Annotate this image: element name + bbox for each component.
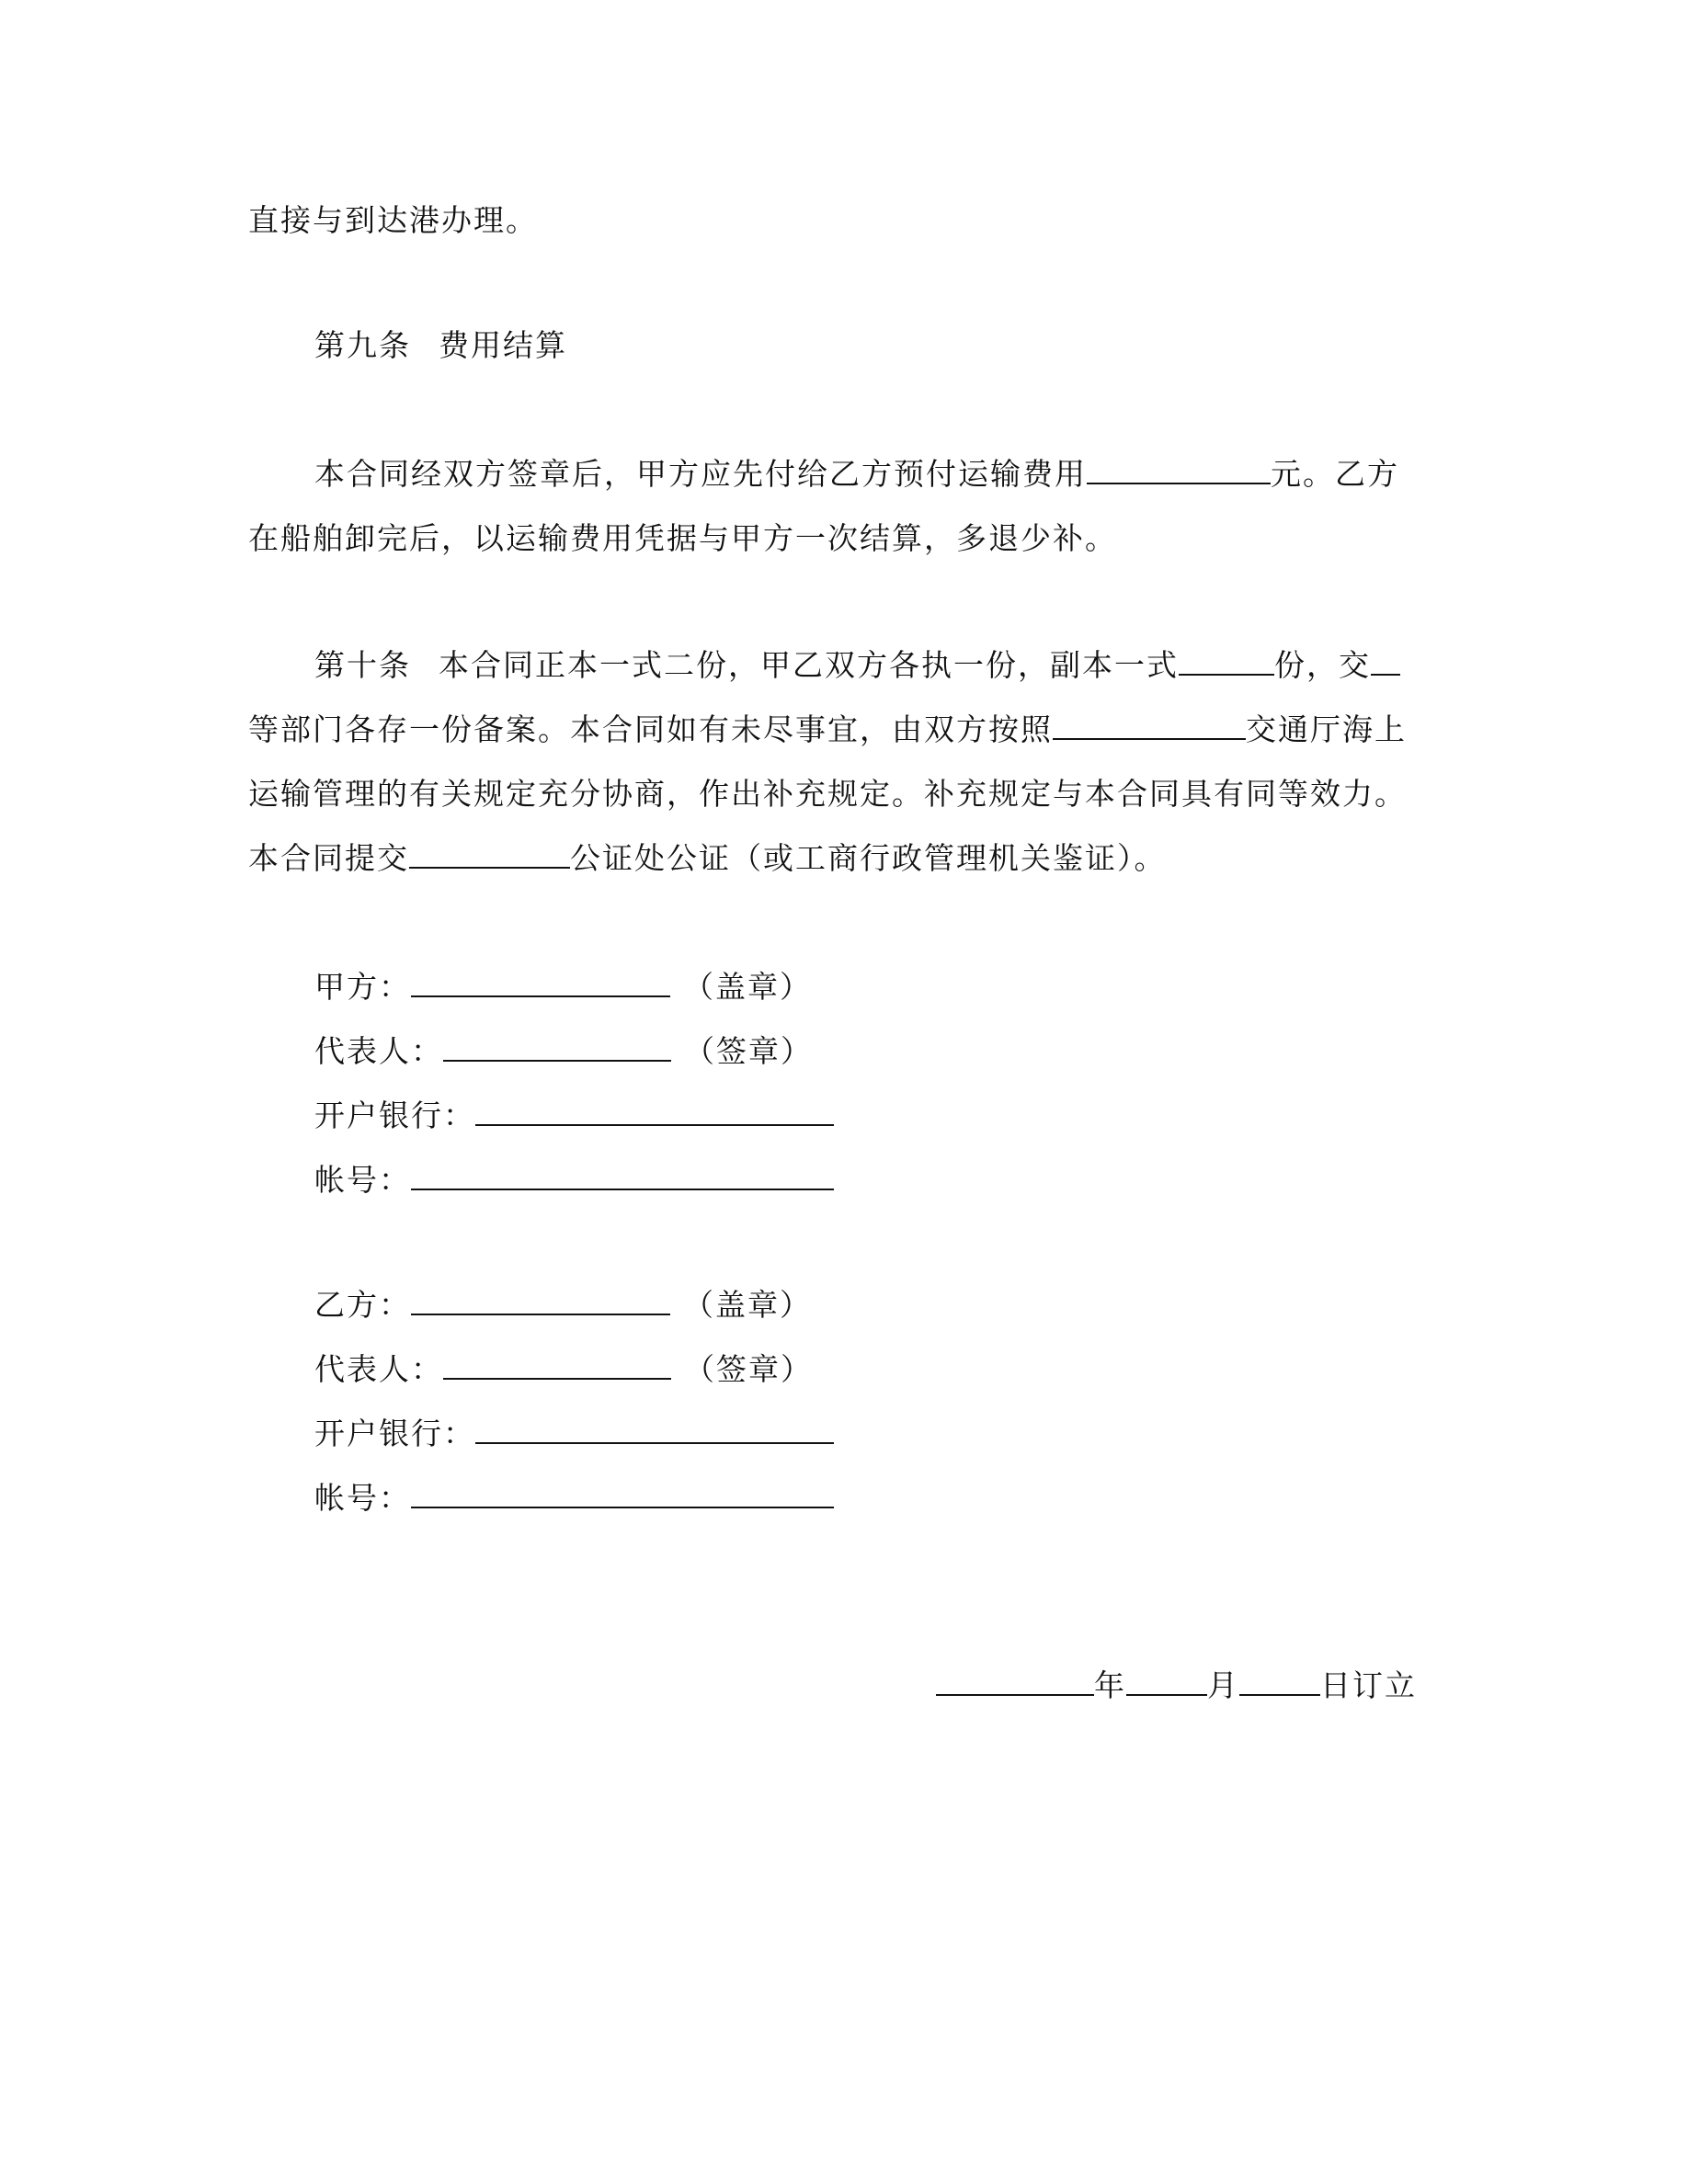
party-a-rep-label: 代表人： xyxy=(314,1028,443,1071)
party-a-name-row xyxy=(314,965,812,1006)
prepaid-amount-blank xyxy=(1087,455,1271,484)
party-a-rep-blank[interactable] xyxy=(443,1032,671,1062)
party-b-name-blank[interactable] xyxy=(411,1286,670,1315)
article10-line3 xyxy=(248,772,1407,813)
party-a-rep-row xyxy=(314,1029,813,1070)
notary-blank xyxy=(409,839,570,869)
article10-line2-text: 等部门各存一份备案。本合同如有未尽事宜，由双方按照 xyxy=(248,706,1053,749)
party-b-bank-label: 开户银行： xyxy=(314,1410,475,1453)
article10-line4-tail: 公证处公证（或工商行政管理机关鉴证）。 xyxy=(570,835,1167,878)
party-a-account-label: 帐号： xyxy=(314,1156,411,1200)
party-b-rep-blank[interactable] xyxy=(443,1350,671,1380)
article9-line2-text: 在船舶卸完后，以运输费用凭据与甲方一次结算，多退少补。 xyxy=(248,515,1117,558)
article10-line1 xyxy=(314,643,1400,684)
intro-tail-text: 直接与到达港办理。 xyxy=(248,197,538,240)
party-a-bank-blank[interactable] xyxy=(475,1097,834,1126)
article9-heading xyxy=(314,324,567,364)
article9-title: 费用结算 xyxy=(439,322,567,365)
party-b-rep-row xyxy=(314,1348,813,1388)
province-blank xyxy=(1053,711,1246,740)
recipient-blank xyxy=(1371,646,1400,676)
article10-line2-tail: 交通厅海上 xyxy=(1246,706,1407,749)
party-a-name-label: 甲方： xyxy=(314,963,411,1007)
party-b-name-row xyxy=(314,1283,812,1324)
year-label: 年 xyxy=(1094,1662,1126,1705)
party-b-rep-label: 代表人： xyxy=(314,1346,443,1389)
article9-line1-tail: 元。乙方 xyxy=(1271,450,1399,494)
day-blank[interactable] xyxy=(1239,1666,1320,1696)
party-a-account-row xyxy=(314,1158,834,1199)
party-b-bank-blank[interactable] xyxy=(475,1415,834,1444)
article9-line2 xyxy=(248,517,1117,557)
day-label: 日订立 xyxy=(1320,1662,1417,1705)
month-label: 月 xyxy=(1207,1662,1239,1705)
article9-line1 xyxy=(314,452,1399,493)
party-b-name-label: 乙方： xyxy=(314,1281,411,1325)
article10-line3-text: 运输管理的有关规定充分协商，作出补充规定。补充规定与本合同具有同等效力。 xyxy=(248,770,1407,813)
party-b-account-blank[interactable] xyxy=(411,1479,834,1508)
party-a-bank-row xyxy=(314,1094,834,1134)
party-b-bank-row xyxy=(314,1412,834,1452)
party-a-seal-note: （盖章） xyxy=(683,963,812,1007)
article10-line2 xyxy=(248,708,1407,748)
party-b-seal-note: （盖章） xyxy=(683,1281,812,1325)
intro-tail-line xyxy=(248,199,538,239)
article10-line4 xyxy=(248,836,1167,877)
copies-count-blank xyxy=(1179,646,1274,676)
party-b-account-row xyxy=(314,1476,834,1517)
party-a-sign-note: （签章） xyxy=(684,1028,813,1071)
article10-line1-mid: 份，交 xyxy=(1274,642,1371,685)
party-a-account-blank[interactable] xyxy=(411,1161,834,1190)
article9-number: 第九条 xyxy=(314,322,411,365)
article10-line1-text: 本合同正本一式二份，甲乙双方各执一份，副本一式 xyxy=(439,642,1179,685)
article9-line1-text: 本合同经双方签章后，甲方应先付给乙方预付运输费用 xyxy=(314,450,1087,494)
article10-number: 第十条 xyxy=(314,642,411,685)
party-a-bank-label: 开户银行： xyxy=(314,1092,475,1135)
party-b-account-label: 帐号： xyxy=(314,1474,411,1518)
party-b-sign-note: （签章） xyxy=(684,1346,813,1389)
party-a-name-blank[interactable] xyxy=(411,968,670,997)
signing-date-line xyxy=(936,1664,1417,1704)
year-blank[interactable] xyxy=(936,1666,1094,1696)
month-blank[interactable] xyxy=(1126,1666,1207,1696)
article10-line4-text: 本合同提交 xyxy=(248,835,409,878)
